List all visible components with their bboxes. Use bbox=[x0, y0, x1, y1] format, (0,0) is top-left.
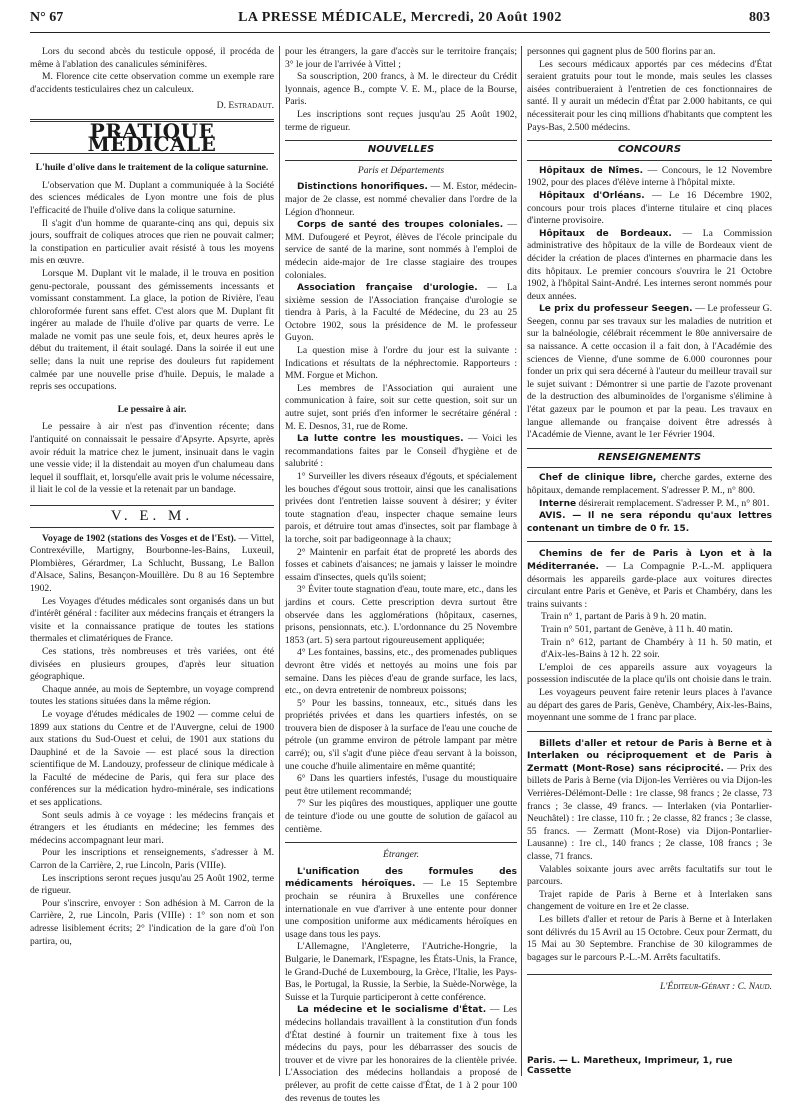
page-number: 803 bbox=[749, 10, 770, 25]
inline-heading: Hôpitaux de Bordeaux. bbox=[539, 228, 672, 239]
paragraph bbox=[285, 1004, 517, 1105]
paragraph bbox=[30, 533, 274, 596]
list-item: 1° Surveiller les divers réseaux d'égouts, et spécialement les bouches d'égout sous trottoir, ainsi que les canalisations privées dont l'entretien laisse souvent à désirer; y éviter toute stagnation d'eau, inspecter chaque semaine leurs parois, et détruire tout amas d'insectes, soit par flambage à la torche, soit par badigeonnage à la chaux; bbox=[285, 471, 517, 545]
paragraph: Les secours médicaux apportés par ces médecins d'État seraient gratuits pour tout le monde, mais seules les classes aisées contribueraient à l'entretien de ces fonctionnaires de santé. Il y aurait un médecin d'État par 2.000 habitants, ce qui nécessiterait pour les cinq millions d'habitants que comptent les Pays-Bas, 2.500 médecins. bbox=[527, 58, 772, 133]
inline-text: — La sixième session de l'Association française d'urologie se tiendra à Paris, à la Faculté de Médecine, du 23 au 25 Octobre 1902, sous la présidence de M. le professeur Guyon. bbox=[285, 282, 518, 344]
inline-text: — M. Estor, médecin-major de 2e classe, est nommé chevalier dans l'ordre de la Légion d'honneur. bbox=[285, 181, 517, 218]
paragraph: M. Florence cite cette observation comme un exemple rare d'accidents testiculaires chez un calculeux. bbox=[30, 71, 274, 95]
paragraph bbox=[527, 548, 772, 611]
paragraph: Lorsque M. Duplant vit le malade, il le trouva en position genu-pectorale, poussant des gémissements incessants et vomissant constamment. La glace, la potion de Rivière, l'eau chloroformée furent sans effet. C'est alors que M. Duplant fit ingérer au malade de l'huile d'olive par quarts de verre. Le malade ne vomit pas une seule fois, et, deux heures après le début du traitement, il était soulagé. Dans la soirée il eut une selle; dans la nuit une reprise des douleurs fut rapidement calmée par une nouvelle prise d'huile. Depuis, le malade a repris ses occupations. bbox=[30, 267, 274, 393]
inline-heading: Distinctions honorifiques. bbox=[297, 182, 428, 193]
paragraph: La question mise à l'ordre du jour est la suivante : Indications et résultats de la néphrectomie. Rapporteurs : MM. Forgue et Michon. bbox=[285, 345, 517, 382]
section-heading: V. E. M. bbox=[30, 505, 274, 528]
inline-heading: La lutte contre les moustiques. bbox=[297, 434, 464, 445]
paragraph: Les inscriptions sont reçues jusqu'au 25 Août 1902, terme de rigueur. bbox=[285, 108, 517, 133]
paragraph: personnes qui gagnent plus de 500 florins par an. bbox=[527, 46, 716, 57]
paragraph bbox=[285, 181, 517, 219]
divider bbox=[527, 541, 772, 542]
paragraph: Les voyageurs peuvent faire retenir leurs places à l'avance au départ des gares de Paris, Genève, Chambéry, Aix-les-Bains, moyennant une somme de 1 franc par place. bbox=[527, 686, 772, 724]
section-heading: NOUVELLES bbox=[285, 140, 517, 161]
inline-text: — Le 16 Décembre 1902, concours pour trois places d'interne titulaire et cinq places d'interne provisoire. bbox=[527, 189, 772, 227]
paragraph bbox=[527, 738, 772, 864]
section-heading: CONCOURS bbox=[527, 140, 772, 161]
subsection-heading: Étranger. bbox=[383, 849, 419, 861]
paragraph bbox=[285, 433, 517, 471]
inline-text: — Vittel, Contrexéville, Martigny, Bourbonne-les-Bains, Luxeuil, Plombières, Gérardmer, La Schlucht, Bussang, Le Ballon d'Alsace, Salins, Besançon-Mouillère. Du 8 au 16 Septembre 1902. bbox=[30, 532, 274, 594]
paragraph: Les Voyages d'études médicales sont organisés dans un but d'intérêt général : faciliter aux médecins français et étrangers la visite et la connaissance pratique de toutes les stations thermales et climatériques de France. bbox=[30, 595, 274, 645]
paragraph: pour les étrangers, la gare d'accès sur le territoire français; 3° le jour de l'arrivée à Vittel ; bbox=[285, 46, 517, 70]
list-item: Train n° 1, partant de Paris à 9 h. 20 matin. bbox=[541, 611, 707, 623]
inline-heading: Hôpitaux d'Orléans. bbox=[539, 190, 645, 201]
inline-text: cherche gardes, externe des hôpitaux, demande remplacement. S'adresser P. M., n° 800. bbox=[527, 472, 772, 496]
publisher-signature: L'Éditeur-Gérant : C. Naud. bbox=[659, 981, 772, 993]
inline-heading: Voyage de 1902 (stations des Vosges et de l'Est). bbox=[42, 532, 237, 544]
list-item: Train n° 501, partant de Genève, à 11 h. 40 matin. bbox=[541, 623, 733, 635]
paragraph bbox=[527, 472, 772, 497]
column-3 bbox=[527, 46, 772, 1076]
inline-text: désirerait remplacement. S'adresser P. M., n° 801. bbox=[576, 497, 770, 509]
paragraph: Lors du second abcès du testicule opposé, il procéda de même à l'ablation des canalicules séminifères. bbox=[30, 46, 274, 70]
paragraph: L'Allemagne, l'Angleterre, l'Autriche-Hongrie, la Bulgarie, le Danemark, l'Espagne, les États-Unis, la France, le Grand-Duché de Luxembourg, la Grèce, l'Italie, les Pays-Bas, le Portugal, la Russie, la Serbie, la Suède-Norwège, la Suisse et la Turquie participeront à cette conférence. bbox=[285, 941, 517, 1003]
paragraph: Il s'agit d'un homme de quarante-cinq ans qui, depuis six jours, souffrait de coliques atroces que rien ne pouvait calmer; la constipation en particulier avait résisté à tous les moyens mis en œuvre. bbox=[30, 217, 274, 267]
paragraph bbox=[527, 165, 772, 190]
paragraph bbox=[285, 219, 517, 282]
paragraph bbox=[527, 228, 772, 304]
printer-line: Paris. — L. Maretheux, Imprimeur, 1, rue Cassette bbox=[527, 1056, 733, 1076]
paragraph: Les billets d'aller et retour de Paris à Berne et à Interlaken sont délivrés du 15 Avril au 15 Octobre. Ceux pour Zermatt, du 15 Mai au 30 Septembre. Franchise de 30 kilogrammes de bagages sur le parcours P.-L.-M. Arrêts facultatifs. bbox=[527, 914, 772, 963]
list-item: 4° Les fontaines, bassins, etc., des promenades publiques devront être vidés et nettoyés au moins une fois par semaine. Dans les pièces d'eau de grande surface, les lacs, etc., on devra entretenir de nombreux poissons; bbox=[285, 647, 517, 697]
paragraph bbox=[527, 303, 772, 442]
paragraph: Le voyage d'études médicales de 1902 — comme celui de 1899 aux stations du Centre et de l'Auvergne, celui de 1900 aux stations du Sud-Ouest et celui, de 1901 aux stations du Dauphiné et de la Savoie — est placé sous la direction scientifique de M. Landouzy, professeur de clinique médicale à la Faculté de médecine de Paris, qui fera sur place des conférences sur la médication hydro-minérale, ses indications et ses applications. bbox=[30, 708, 274, 809]
inline-heading: Interne bbox=[539, 498, 577, 509]
inline-text: — Le professeur G. Seegen, connu par ses travaux sur les maladies de nutrition et sur la balnéologie, célébrait récemment le 80e anniversaire de sa naissance. A cette occasion il a fait don, à l'Académie des sciences de Vienne, d'une somme de 6.000 couronnes pour fonder un prix qui sera décerné à l'auteur du meilleur travail sur le sujet suivant : Démontrer si une partie de l'azote provenant de la destruction des albuminoïdes de l'organisme s'élimine à l'état gazeux par le poumon et par la peau. Les travaux en langue allemande ou française doivent être adressés à l'Académie de Vienne, avant le 1er Février 1904. bbox=[527, 303, 772, 441]
paragraph: L'emploi de ces appareils assure aux voyageurs la possession indiscutée de la place qu'ils ont choisie dans le train. bbox=[527, 661, 772, 686]
inline-text: — Prix des billets de Paris à Berne (via Dijon-les Verrières ou via Dijon-les Verrières-Délémont-Delle : 1re classe, 98 francs ; 2e classe, 73 francs ; 3e classe, 49 francs. — Interlaken (via Pontarlier-Neuchâtel) : 1re classe, 110 fr. ; 2e classe, 82 francs ; 3e classe, 55 francs. — Zermatt (Mont-Rose) via Dijon-Pontarlier-Lausanne) : 1re cl., 140 francs ; 2e classe, 108 francs ; 3e classe, 71 francs. bbox=[527, 762, 773, 863]
paragraph: Les membres de l'Association qui auraient une communication à faire, soit sur cette question, soit sur un autre sujet, sont priés d'en informer le secrétaire général : M. E. Desnos, 31, rue de Rome. bbox=[285, 382, 517, 432]
list-item: 6° Dans les quartiers infestés, l'usage du moustiquaire peut être utilement recommandé; bbox=[285, 773, 517, 797]
article-title: Le pessaire à air. bbox=[117, 403, 187, 415]
issue-number: N° 67 bbox=[30, 10, 64, 25]
paragraph bbox=[527, 498, 772, 511]
inline-heading: Le prix du professeur Seegen. bbox=[539, 304, 693, 315]
article-title: L'huile d'olive dans le traitement de la colique saturnine. bbox=[35, 162, 269, 174]
paragraph bbox=[285, 282, 517, 345]
paragraph bbox=[527, 190, 772, 228]
column-divider bbox=[521, 46, 522, 1076]
signature: D. Estradaut. bbox=[216, 100, 274, 112]
list-item: 5° Pour les bassins, tonneaux, etc., situés dans les propriétés privées et dans les quartiers infestés, on se trouvera bien de disposer à la surface de l'eau une couche de pétrole (un gramme environ de pétrole lampant par mètre carré); ou, s'il s'agit d'une pièce d'eau servant à la boisson, une couche d'huile alimentaire en même quantité; bbox=[285, 697, 517, 772]
column-1 bbox=[30, 46, 274, 1076]
inline-heading: Chemins de fer de Paris à Lyon et à la Méditerranée. bbox=[527, 549, 772, 572]
list-item: Train n° 612, partant de Chambéry à 11 h. 50 matin, et d'Aix-les-Bains à 12 h. 22 soir. bbox=[541, 636, 772, 661]
inline-text: — Voici les recommandations faites par le Conseil d'hygiène et de salubrité : bbox=[285, 433, 517, 470]
paragraph bbox=[285, 866, 517, 942]
inline-heading: L'unification des formules des médicaments héroïques. bbox=[285, 866, 517, 890]
subsection-heading: Paris et Départements bbox=[357, 164, 445, 176]
paragraph: Les inscriptions seront reçues jusqu'au 25 Août 1902, terme de rigueur. bbox=[30, 872, 274, 897]
inline-heading: Association française d'urologie. bbox=[297, 283, 478, 294]
inline-text: — Concours, le 12 Novembre 1902, pour des places d'élève interne à l'hôpital mixte. bbox=[527, 164, 772, 189]
paragraph: Pour les inscriptions et renseignements, s'adresser à M. Carron de la Carrière, 2, rue Lincoln, Paris (VIIIe). bbox=[30, 847, 274, 872]
list-item: 2° Maintenir en parfait état de propreté les abords des fosses et cabinets d'aisances; ne jamais y laisser le moindre essaim d'insectes, quels qu'ils soient; bbox=[285, 546, 517, 583]
notice: AVIS. — Il ne sera répondu qu'aux lettres contenant un timbre de 0 fr. 15. bbox=[527, 511, 772, 534]
paragraph: Valables soixante jours avec arrêts facultatifs sur tout le parcours. bbox=[527, 863, 772, 888]
divider bbox=[527, 731, 772, 732]
list-item: 7° Sur les piqûres des moustiques, appliquer une goutte de teinture d'iode ou une goutte de solution de gaïacol au centième. bbox=[285, 798, 517, 835]
divider bbox=[285, 842, 517, 843]
paragraph: Sont seuls admis à ce voyage : les médecins français et étrangers et les étudiants en médecine; les femmes des médecins accompagnant leur mari. bbox=[30, 809, 274, 846]
paragraph: L'observation que M. Duplant a communiquée à la Société des sciences médicales de Lyon montre une fois de plus l'efficacité de l'huile d'olive dans la colique saturnine. bbox=[30, 179, 274, 216]
paragraph: Chaque année, au mois de Septembre, un voyage comprend toutes les stations situées dans la même région. bbox=[30, 683, 274, 708]
inline-heading: La médecine et le socialisme d'État. bbox=[297, 1005, 487, 1016]
inline-heading: Billets d'aller et retour de Paris à Berne et à Interlaken ou réciproquement et de Paris à Zermatt (Mont-Rose) sans réciprocité. bbox=[527, 738, 772, 774]
section-heading: PRATIQUE MÉDICALE bbox=[30, 119, 274, 154]
inline-heading: Corps de santé des troupes coloniales. bbox=[297, 220, 504, 231]
list-item: 3° Éviter toute stagnation d'eau, toute mare, etc., dans les jardins et cours. Cette prescription devra surtout être observée dans les agglomérations (hôpitaux, casernes, prisons, pensionnats, etc.). L'ordonnance du 25 Novembre 1853 (art. 5) sera partout rigoureusement appliquée; bbox=[285, 584, 517, 646]
paragraph: Pour s'inscrire, envoyer : Son adhésion à M. Carron de la Carrière, 2, rue Lincoln, Paris (VIIIe) : 1° son nom et son adresse lisiblement écrits; 2° l'indication de la gare d'où l'on partira, ou, bbox=[30, 897, 274, 947]
inline-text: — La Compagnie P.-L.-M. appliquera désormais les appareils garde-place aux voitures directes circulant entre Paris et Genève, et Paris et Chambéry, dans les trains suivants : bbox=[527, 560, 772, 610]
inline-text: — MM. Dufougeré et Peyrot, élèves de l'école principale du service de santé de la marine, sont nommés à l'emploi de médecin aide-major de 1re classe stagiaire des troupes coloniales. bbox=[285, 219, 517, 281]
inline-text: — La Commission administrative des hôpitaux de la ville de Bordeaux vient de décider la création de places d'internes en pharmacie dans les dits hôpitaux. Le premier concours s'ouvrira le 21 Octobre 1902, à l'hôpital Saint-André. Les internes seront nommés pour deux années. bbox=[527, 227, 772, 302]
inline-heading: Chef de clinique libre, bbox=[539, 473, 657, 484]
inline-heading: Hôpitaux de Nîmes. bbox=[539, 165, 644, 176]
paragraph: Le pessaire à air n'est pas d'invention récente; dans l'antiquité on connaissait le pessaire d'Apsyrte. Apsyrte, après avoir réduit la matrice chez le jument, insinuait dans le vagin une vessie vide; il la distendait au moyen d'un chalumeau dans lequel il soufflait, et, lorsqu'elle avait pris le volume nécessaire, il liait le col de la vessie et la retenait par un bandage. bbox=[30, 421, 274, 496]
inline-text: — Le 15 Septembre prochain se réunira à Bruxelles une conférence internationale en vue d'arriver à une entente pour donner une composition uniforme aux médicaments héroïques en usage dans tous les pays. bbox=[285, 878, 517, 940]
column-divider bbox=[279, 46, 280, 1076]
divider bbox=[527, 974, 772, 975]
column-2 bbox=[285, 46, 518, 1104]
paragraph: Trajet rapide de Paris à Berne et à Interlaken sans changement de voiture en 1re et 2e classe. bbox=[527, 888, 772, 913]
paragraph: Sa souscription, 200 francs, à M. le directeur du Crédit lyonnais, agence B., compte V. E. M., place de la Bourse, Paris. bbox=[285, 71, 517, 108]
page-title: LA PRESSE MÉDICALE, Mercredi, 20 Août 1902 bbox=[238, 10, 562, 25]
inline-text: — Les médecins hollandais travaillent à la constitution d'un fonds d'État destiné à fournir un traitement fixe à tous les médecins du pays, pour les débarrasser des soucis de trouver et de vivre par les honoraires de la clientèle privée. L'Association des médecins hollandais a proposé de prélever, au profit de cette caisse d'État, de 1 à 2 pour 100 des revenus de toutes les bbox=[285, 1004, 518, 1104]
paragraph: Ces stations, très nombreuses et très variées, ont été divisées en plusieurs groupes, d'après leur situation géographique. bbox=[30, 645, 274, 683]
page-header bbox=[30, 8, 770, 33]
section-heading: RENSEIGNEMENTS bbox=[527, 448, 772, 469]
